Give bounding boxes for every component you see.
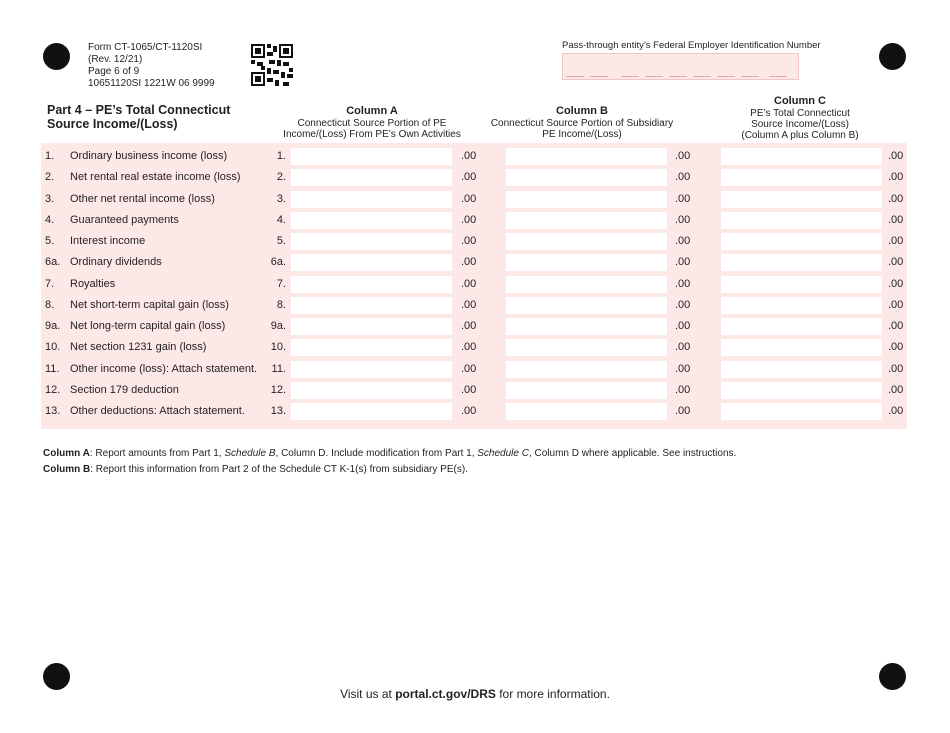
line-ref-number: 7. bbox=[276, 277, 286, 290]
cents-label: .00 bbox=[888, 341, 904, 354]
qr-code-icon bbox=[251, 44, 293, 86]
column-a-amount-input[interactable] bbox=[291, 339, 452, 356]
line-number: 9a. bbox=[45, 320, 61, 332]
line-label: Other income (loss): Attach statement. bbox=[70, 362, 258, 375]
line-ref-number: 11. bbox=[271, 362, 286, 375]
column-b-amount-input[interactable] bbox=[506, 148, 667, 165]
fein-input[interactable] bbox=[562, 53, 799, 80]
column-b-amount-input[interactable] bbox=[506, 169, 667, 186]
column-b-title: Column B bbox=[556, 105, 608, 117]
column-b-line1: Connecticut Source Portion of Subsidiary bbox=[490, 118, 674, 129]
cents-label: .00 bbox=[675, 320, 691, 332]
cents-label: .00 bbox=[461, 192, 477, 205]
fein-label: Pass-through entity’s Federal Employer Identification Number bbox=[562, 40, 821, 51]
column-c-amount-input[interactable] bbox=[721, 191, 882, 208]
drs-portal-link[interactable]: portal.ct.gov/DRS bbox=[395, 687, 496, 701]
column-a-amount-input[interactable] bbox=[291, 297, 452, 314]
cents-label: .00 bbox=[888, 150, 904, 162]
table-row bbox=[41, 274, 907, 295]
column-b-note-label: Column B bbox=[43, 464, 91, 475]
table-row bbox=[41, 316, 907, 337]
column-b-amount-input[interactable] bbox=[506, 382, 667, 399]
column-a-amount-input[interactable] bbox=[291, 191, 452, 208]
footer-text-end: for more information. bbox=[495, 687, 610, 701]
cents-label: .00 bbox=[675, 405, 691, 417]
column-b-line2: PE Income/(Loss) bbox=[542, 129, 622, 140]
line-number: 1. bbox=[45, 150, 55, 162]
line-number: 13. bbox=[45, 405, 61, 417]
cents-label: .00 bbox=[888, 171, 904, 184]
line-ref-number: 1. bbox=[276, 150, 286, 162]
line-label: Ordinary dividends bbox=[70, 256, 162, 269]
cents-label: .00 bbox=[461, 171, 477, 184]
column-b-header bbox=[482, 105, 682, 140]
line-number: 4. bbox=[45, 213, 55, 226]
cents-label: .00 bbox=[888, 383, 904, 396]
table-row bbox=[41, 380, 907, 401]
column-b-amount-input[interactable] bbox=[506, 339, 667, 356]
column-c-amount-input[interactable] bbox=[721, 169, 882, 186]
line-ref-number: 4. bbox=[276, 213, 286, 226]
cents-label: .00 bbox=[675, 277, 691, 290]
cents-label: .00 bbox=[675, 192, 691, 205]
column-b-note bbox=[43, 464, 468, 475]
cents-label: .00 bbox=[461, 277, 477, 290]
column-b-amount-input[interactable] bbox=[506, 191, 667, 208]
line-label: Guaranteed payments bbox=[70, 213, 179, 226]
column-c-amount-input[interactable] bbox=[721, 233, 882, 250]
column-c-title: Column C bbox=[774, 95, 826, 107]
column-a-amount-input[interactable] bbox=[291, 254, 452, 271]
column-c-amount-input[interactable] bbox=[721, 318, 882, 335]
line-label: Section 179 deduction bbox=[70, 383, 179, 396]
column-b-amount-input[interactable] bbox=[506, 233, 667, 250]
footer-text: Visit us at bbox=[340, 687, 396, 701]
column-b-amount-input[interactable] bbox=[506, 297, 667, 314]
cents-label: .00 bbox=[461, 405, 477, 417]
column-a-line2: Income/(Loss) From PE’s Own Activities bbox=[283, 129, 461, 140]
table-row bbox=[41, 295, 907, 316]
cents-label: .00 bbox=[888, 298, 904, 311]
footer bbox=[0, 687, 950, 701]
cents-label: .00 bbox=[461, 298, 477, 311]
line-number: 7. bbox=[45, 277, 55, 290]
line-number: 8. bbox=[45, 298, 55, 311]
registration-mark-top-left bbox=[43, 43, 70, 70]
column-c-amount-input[interactable] bbox=[721, 212, 882, 229]
column-a-amount-input[interactable] bbox=[291, 233, 452, 250]
column-a-amount-input[interactable] bbox=[291, 318, 452, 335]
line-number: 2. bbox=[45, 171, 55, 184]
column-b-amount-input[interactable] bbox=[506, 318, 667, 335]
line-ref-number: 13. bbox=[270, 405, 286, 417]
line-ref-number: 6a. bbox=[270, 256, 286, 269]
column-c-amount-input[interactable] bbox=[721, 403, 882, 420]
line-label: Net section 1231 gain (loss) bbox=[70, 341, 207, 354]
cents-label: .00 bbox=[675, 341, 691, 354]
cents-label: .00 bbox=[461, 383, 477, 396]
column-c-line3: (Column A plus Column B) bbox=[741, 130, 859, 141]
column-b-note-text: : Report this information from Part 2 of the Schedule CT K-1(s) from subsidiary PE(s). bbox=[90, 464, 468, 475]
column-a-amount-input[interactable] bbox=[291, 361, 452, 378]
line-label: Net short-term capital gain (loss) bbox=[70, 298, 229, 311]
line-ref-number: 9a. bbox=[270, 320, 286, 332]
cents-label: .00 bbox=[675, 150, 691, 162]
table-row bbox=[41, 167, 907, 188]
form-revision: (Rev. 12/21) bbox=[88, 54, 143, 65]
cents-label: .00 bbox=[675, 213, 691, 226]
line-number: 12. bbox=[45, 383, 61, 396]
registration-mark-top-right bbox=[879, 43, 906, 70]
cents-label: .00 bbox=[675, 362, 691, 375]
column-a-title: Column A bbox=[346, 105, 398, 117]
column-b-amount-input[interactable] bbox=[506, 361, 667, 378]
table-row bbox=[41, 210, 907, 231]
line-number: 6a. bbox=[45, 256, 61, 269]
part-title-line2: Source Income/(Loss) bbox=[47, 117, 178, 131]
column-a-amount-input[interactable] bbox=[291, 382, 452, 399]
line-label: Net rental real estate income (loss) bbox=[70, 171, 241, 184]
table-row bbox=[41, 359, 907, 380]
column-a-note-label: Column A bbox=[43, 448, 90, 459]
column-a-note-text: : Report amounts from Part 1, bbox=[89, 448, 225, 459]
table-row bbox=[41, 337, 907, 358]
cents-label: .00 bbox=[461, 362, 477, 375]
line-number: 5. bbox=[45, 235, 55, 247]
cents-label: .00 bbox=[888, 277, 904, 290]
line-label: Other deductions: Attach statement. bbox=[70, 405, 245, 417]
schedule-c-ref: Schedule C bbox=[477, 448, 529, 459]
column-b-amount-input[interactable] bbox=[506, 254, 667, 271]
column-c-amount-input[interactable] bbox=[721, 361, 882, 378]
line-number: 3. bbox=[45, 192, 55, 205]
line-label: Ordinary business income (loss) bbox=[70, 150, 228, 162]
registration-mark-bottom-left bbox=[43, 663, 70, 690]
line-number: 11. bbox=[45, 362, 60, 375]
schedule-b-ref: Schedule B bbox=[224, 448, 276, 459]
line-label: Royalties bbox=[70, 277, 116, 290]
form-code: 10651120SI 1221W 06 9999 bbox=[88, 78, 215, 89]
column-a-amount-input[interactable] bbox=[291, 148, 452, 165]
line-ref-number: 8. bbox=[276, 298, 286, 311]
cents-label: .00 bbox=[461, 235, 477, 247]
registration-mark-bottom-right bbox=[879, 663, 906, 690]
table-row bbox=[41, 401, 907, 422]
table-row bbox=[41, 189, 907, 210]
table-row bbox=[41, 231, 907, 252]
column-c-amount-input[interactable] bbox=[721, 276, 882, 293]
column-a-note-text-2: , Column D. Include modification from Part 1, bbox=[275, 448, 478, 459]
line-number: 10. bbox=[45, 341, 61, 354]
cents-label: .00 bbox=[888, 362, 904, 375]
column-a-amount-input[interactable] bbox=[291, 276, 452, 293]
cents-label: .00 bbox=[675, 383, 691, 396]
cents-label: .00 bbox=[675, 235, 691, 247]
column-b-amount-input[interactable] bbox=[506, 212, 667, 229]
line-ref-number: 3. bbox=[276, 192, 286, 205]
column-c-amount-input[interactable] bbox=[721, 297, 882, 314]
line-label: Other net rental income (loss) bbox=[70, 192, 215, 205]
part-title-line1: Part 4 – PE’s Total Connecticut bbox=[47, 103, 231, 117]
cents-label: .00 bbox=[888, 320, 904, 332]
line-ref-number: 5. bbox=[276, 235, 286, 247]
line-label: Interest income bbox=[70, 235, 146, 247]
column-c-amount-input[interactable] bbox=[721, 254, 882, 271]
form-info bbox=[88, 42, 202, 78]
column-a-amount-input[interactable] bbox=[291, 169, 452, 186]
cents-label: .00 bbox=[461, 320, 477, 332]
column-a-header bbox=[272, 105, 472, 140]
cents-label: .00 bbox=[461, 150, 477, 162]
table-row bbox=[41, 252, 907, 273]
cents-label: .00 bbox=[888, 192, 904, 205]
cents-label: .00 bbox=[461, 213, 477, 226]
column-c-amount-input[interactable] bbox=[721, 339, 882, 356]
column-a-amount-input[interactable] bbox=[291, 212, 452, 229]
column-c-line1: PE’s Total Connecticut bbox=[750, 108, 850, 119]
column-c-header bbox=[700, 95, 900, 141]
cents-label: .00 bbox=[461, 256, 477, 269]
cents-label: .00 bbox=[675, 256, 691, 269]
column-c-line2: Source Income/(Loss) bbox=[751, 119, 849, 130]
cents-label: .00 bbox=[888, 405, 904, 417]
line-ref-number: 2. bbox=[276, 171, 286, 184]
cents-label: .00 bbox=[461, 341, 477, 354]
column-b-amount-input[interactable] bbox=[506, 403, 667, 420]
table-row bbox=[41, 146, 907, 167]
cents-label: .00 bbox=[888, 235, 904, 247]
column-a-amount-input[interactable] bbox=[291, 403, 452, 420]
page-number: Page 6 of 9 bbox=[88, 66, 140, 77]
line-ref-number: 12. bbox=[270, 383, 286, 396]
column-b-amount-input[interactable] bbox=[506, 276, 667, 293]
cents-label: .00 bbox=[675, 171, 691, 184]
cents-label: .00 bbox=[888, 213, 904, 226]
column-c-amount-input[interactable] bbox=[721, 148, 882, 165]
column-a-note-text-3: , Column D where applicable. See instructions. bbox=[528, 448, 737, 459]
cents-label: .00 bbox=[675, 298, 691, 311]
column-a-line1: Connecticut Source Portion of PE bbox=[297, 118, 447, 129]
part-title bbox=[47, 103, 230, 131]
line-label: Net long-term capital gain (loss) bbox=[70, 320, 226, 332]
form-number: Form CT-1065/CT-1120SI bbox=[88, 42, 203, 53]
column-c-amount-input[interactable] bbox=[721, 382, 882, 399]
column-a-note bbox=[43, 448, 736, 459]
cents-label: .00 bbox=[888, 256, 904, 269]
line-ref-number: 10. bbox=[270, 341, 286, 354]
